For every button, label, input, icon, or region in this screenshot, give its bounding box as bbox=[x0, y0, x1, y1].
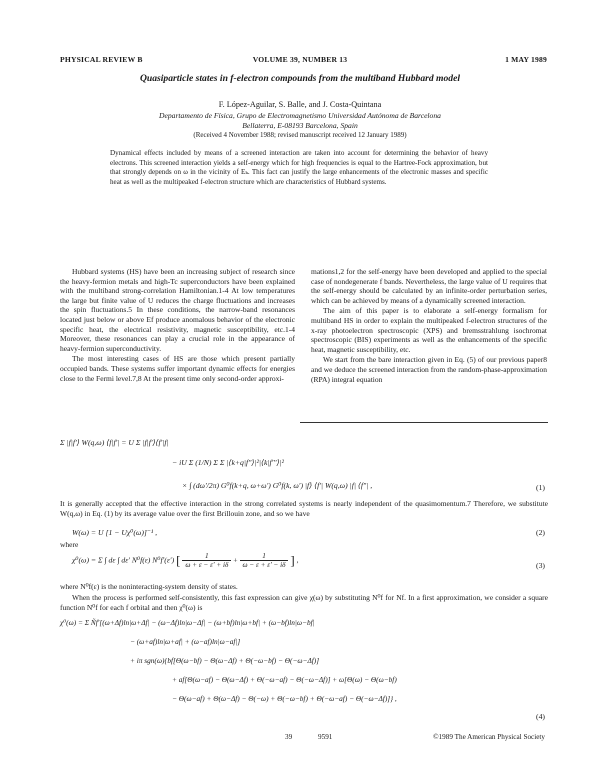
affiliation-line-1: Departamento de Física, Grupo de Electromagnetismo Universidad Autónoma de Barcelona bbox=[159, 111, 441, 120]
text-after-eq3: where N⁰f(ε) is the noninteracting-system density of states. bbox=[60, 582, 238, 591]
equation-4-line-5: − Θ(ω−af) + Θ(ω−Δf) − Θ(−ω) + Θ(−ω−bf) + Θ(−ω−af) − Θ(−ω−Δf)]} , bbox=[172, 694, 397, 703]
equation-1-line-1: Σ |f|f'⟩ W(q,ω) ⟨f|f'| = U Σ |f|f'⟩⟨f'|f| bbox=[60, 438, 169, 447]
equation-4-line-1: χ⁰(ω) = Σ Ñf′[(ω+Δf)ln|ω+Δf| − (ω−Δf)ln|ω−Δf| − (ω+bf)ln|ω+bf| + (ω−bf)ln|ω−bf| bbox=[60, 618, 315, 627]
equation-3-lhs: χ⁰(ω) = Σ ∫ dε ∫ dε′ N⁰f(ε) N⁰f′(ε′) bbox=[72, 555, 175, 565]
affiliation-line-2: Bellaterra, E-08193 Barcelona, Spain bbox=[242, 121, 358, 130]
left-paragraph-1: Hubbard systems (HS) have been an increasing subject of research since the heavy-fermion metals and high-Tc superconductors have been explained with the multiband strong-correlation Hamiltonian.1-4 At low temperatures the large but finite value of U reduces the charge fluctuations and increases the spin fluctuations.5 In these conditions, the narrow-band resonances located just below or above Ef produce anomalous behavior of the electronic specific heat, the electrical resistivity, magnetic susceptibility, etc.1-4 Moreover, these resonances can play a crucial role in the appearance of heavy-fermion superconductivity. bbox=[60, 267, 295, 353]
volume-number: VOLUME 39, NUMBER 13 bbox=[252, 55, 348, 64]
column-end-rule bbox=[300, 422, 548, 423]
equation-1-number: (1) bbox=[536, 483, 545, 492]
author-list: F. López-Aguilar, S. Balle, and J. Costa-Quintana bbox=[218, 100, 382, 109]
left-column bbox=[60, 267, 295, 383]
right-paragraph-2: The aim of this paper is to elaborate a self-energy formalism for multiband HS in order to explain the multipeaked f-electron structures of the x-ray photoelectron spectroscopic (XPS) and bremsstrahlung isochromat spectroscopic (BIS) experiments as well as the enhancements of the specific heat, magnetic susceptibility, etc. bbox=[311, 306, 547, 354]
left-paragraph-2: The most interesting cases of HS are those which present partially occupied bands. These systems suffer important dynamic effects for energies close to the Fermi level.7,8 At the present time only second-order approxi- bbox=[60, 354, 295, 383]
text-after-eq1: It is generally accepted that the effective interaction in the strong correlated systems is nearly independent of the quasimomentum.7 Therefore, we substitute W(q,ω) in Eq. (1) by its average value over the first Brillouin zone, and so we have bbox=[60, 499, 548, 518]
equation-2-number: (2) bbox=[536, 528, 545, 537]
footer-volume: 39 bbox=[285, 733, 293, 741]
text-paragraph-2: When the process is performed self-consistently, this fast expression can give χ(ω) by substituting N⁰f for Nf. In a first approximation, we consider a square function N⁰f for each f orbital and then χ⁰(ω) is bbox=[60, 593, 548, 612]
equation-3-number: (3) bbox=[536, 561, 545, 570]
issue-date: 1 MAY 1989 bbox=[505, 55, 547, 64]
footer-page-number: 9591 bbox=[318, 733, 333, 741]
equation-3: χ⁰(ω) = Σ ∫ dε ∫ dε′ N⁰f(ε) N⁰f′(ε′) [ $\frac{1}{\omega + \varepsilon - \varepsilon' + i\delta}$ + $\frac{1}{\omega - \varepsilon + \varepsilon' - i\delta}$ ] , bbox=[72, 552, 299, 569]
equation-4-line-3: + iπ sgn(ω){bf[Θ(ω−bf) − Θ(ω−Δf) + Θ(−ω−bf) − Θ(−ω−Δf)] bbox=[130, 656, 320, 665]
abstract: Dynamical effects included by means of a screened interaction are taken into account for determining the behavior of heavy electrons. This screened interaction yields a self-energy which for high frequencies is equal to the Hartree-Fock approximation, but that strongly depends on ω in the vicinity of Eₖ. This fact can justify the large enhancements of the electronic masses and specific heat as well as the multipeaked f-electron structure which are characteristics of Hubbard systems. bbox=[110, 149, 488, 186]
equation-3-fraction-2 bbox=[240, 552, 289, 569]
equation-4-line-4: + af[Θ(ω−af) − Θ(ω−Δf) + Θ(−ω−af) − Θ(−ω−Δf)] + ω[Θ(ω) − Θ(ω−bf) bbox=[172, 675, 397, 684]
paper-title: Quasiparticle states in f-electron compounds from the multiband Hubbard model bbox=[139, 73, 461, 84]
equation-3-fraction-1 bbox=[182, 552, 231, 569]
journal-name: PHYSICAL REVIEW B bbox=[60, 55, 143, 64]
equation-2: W(ω) = U [1 − Uχ⁰(ω)]⁻¹ , bbox=[72, 528, 158, 537]
right-paragraph-1: mations1,2 for the self-energy have been developed and applied to the special case of nondegenerate f bands. Nevertheless, the large value of U requires that the self-energy should be calculated by an infinite-order perturbation series, which can be achieved by means of a dynamically screened interaction. bbox=[311, 267, 547, 305]
footer-copyright: ©1989 The American Physical Society bbox=[433, 733, 545, 741]
fraction-2-denominator: ω − ε + ε′ − iδ bbox=[242, 561, 286, 569]
equation-1-line-3: × ∫ (dω'/2π) G⁰f(k+q, ω+ω′) G⁰f(k, ω′) |f⟩ ⟨f′| W(q,ω) |f| ⟨f″| , bbox=[182, 481, 373, 490]
equation-4-number: (4) bbox=[536, 712, 545, 721]
received-dates: (Received 4 November 1988; revised manuscript received 12 January 1989) bbox=[193, 131, 407, 139]
fraction-1-numerator: 1 bbox=[182, 552, 231, 561]
right-column bbox=[311, 267, 547, 384]
where-label-1: where bbox=[60, 540, 79, 549]
equation-4-line-2: − (ω+af)ln|ω+af| + (ω−af)ln|ω−af|] bbox=[130, 637, 241, 646]
fraction-2-numerator: 1 bbox=[240, 552, 289, 561]
equation-1-line-2: − iU Σ (1/N) Σ Σ |⟨k+q|f''⟩|²|⟨k|f'''⟩|² bbox=[172, 458, 284, 467]
right-paragraph-3: We start from the bare interaction given in Eq. (5) of our previous paper8 and we deduce the screened interaction from the random-phase-approximation (RPA) integral equation bbox=[311, 355, 547, 384]
fraction-1-denominator: ω + ε − ε′ + iδ bbox=[185, 561, 229, 569]
